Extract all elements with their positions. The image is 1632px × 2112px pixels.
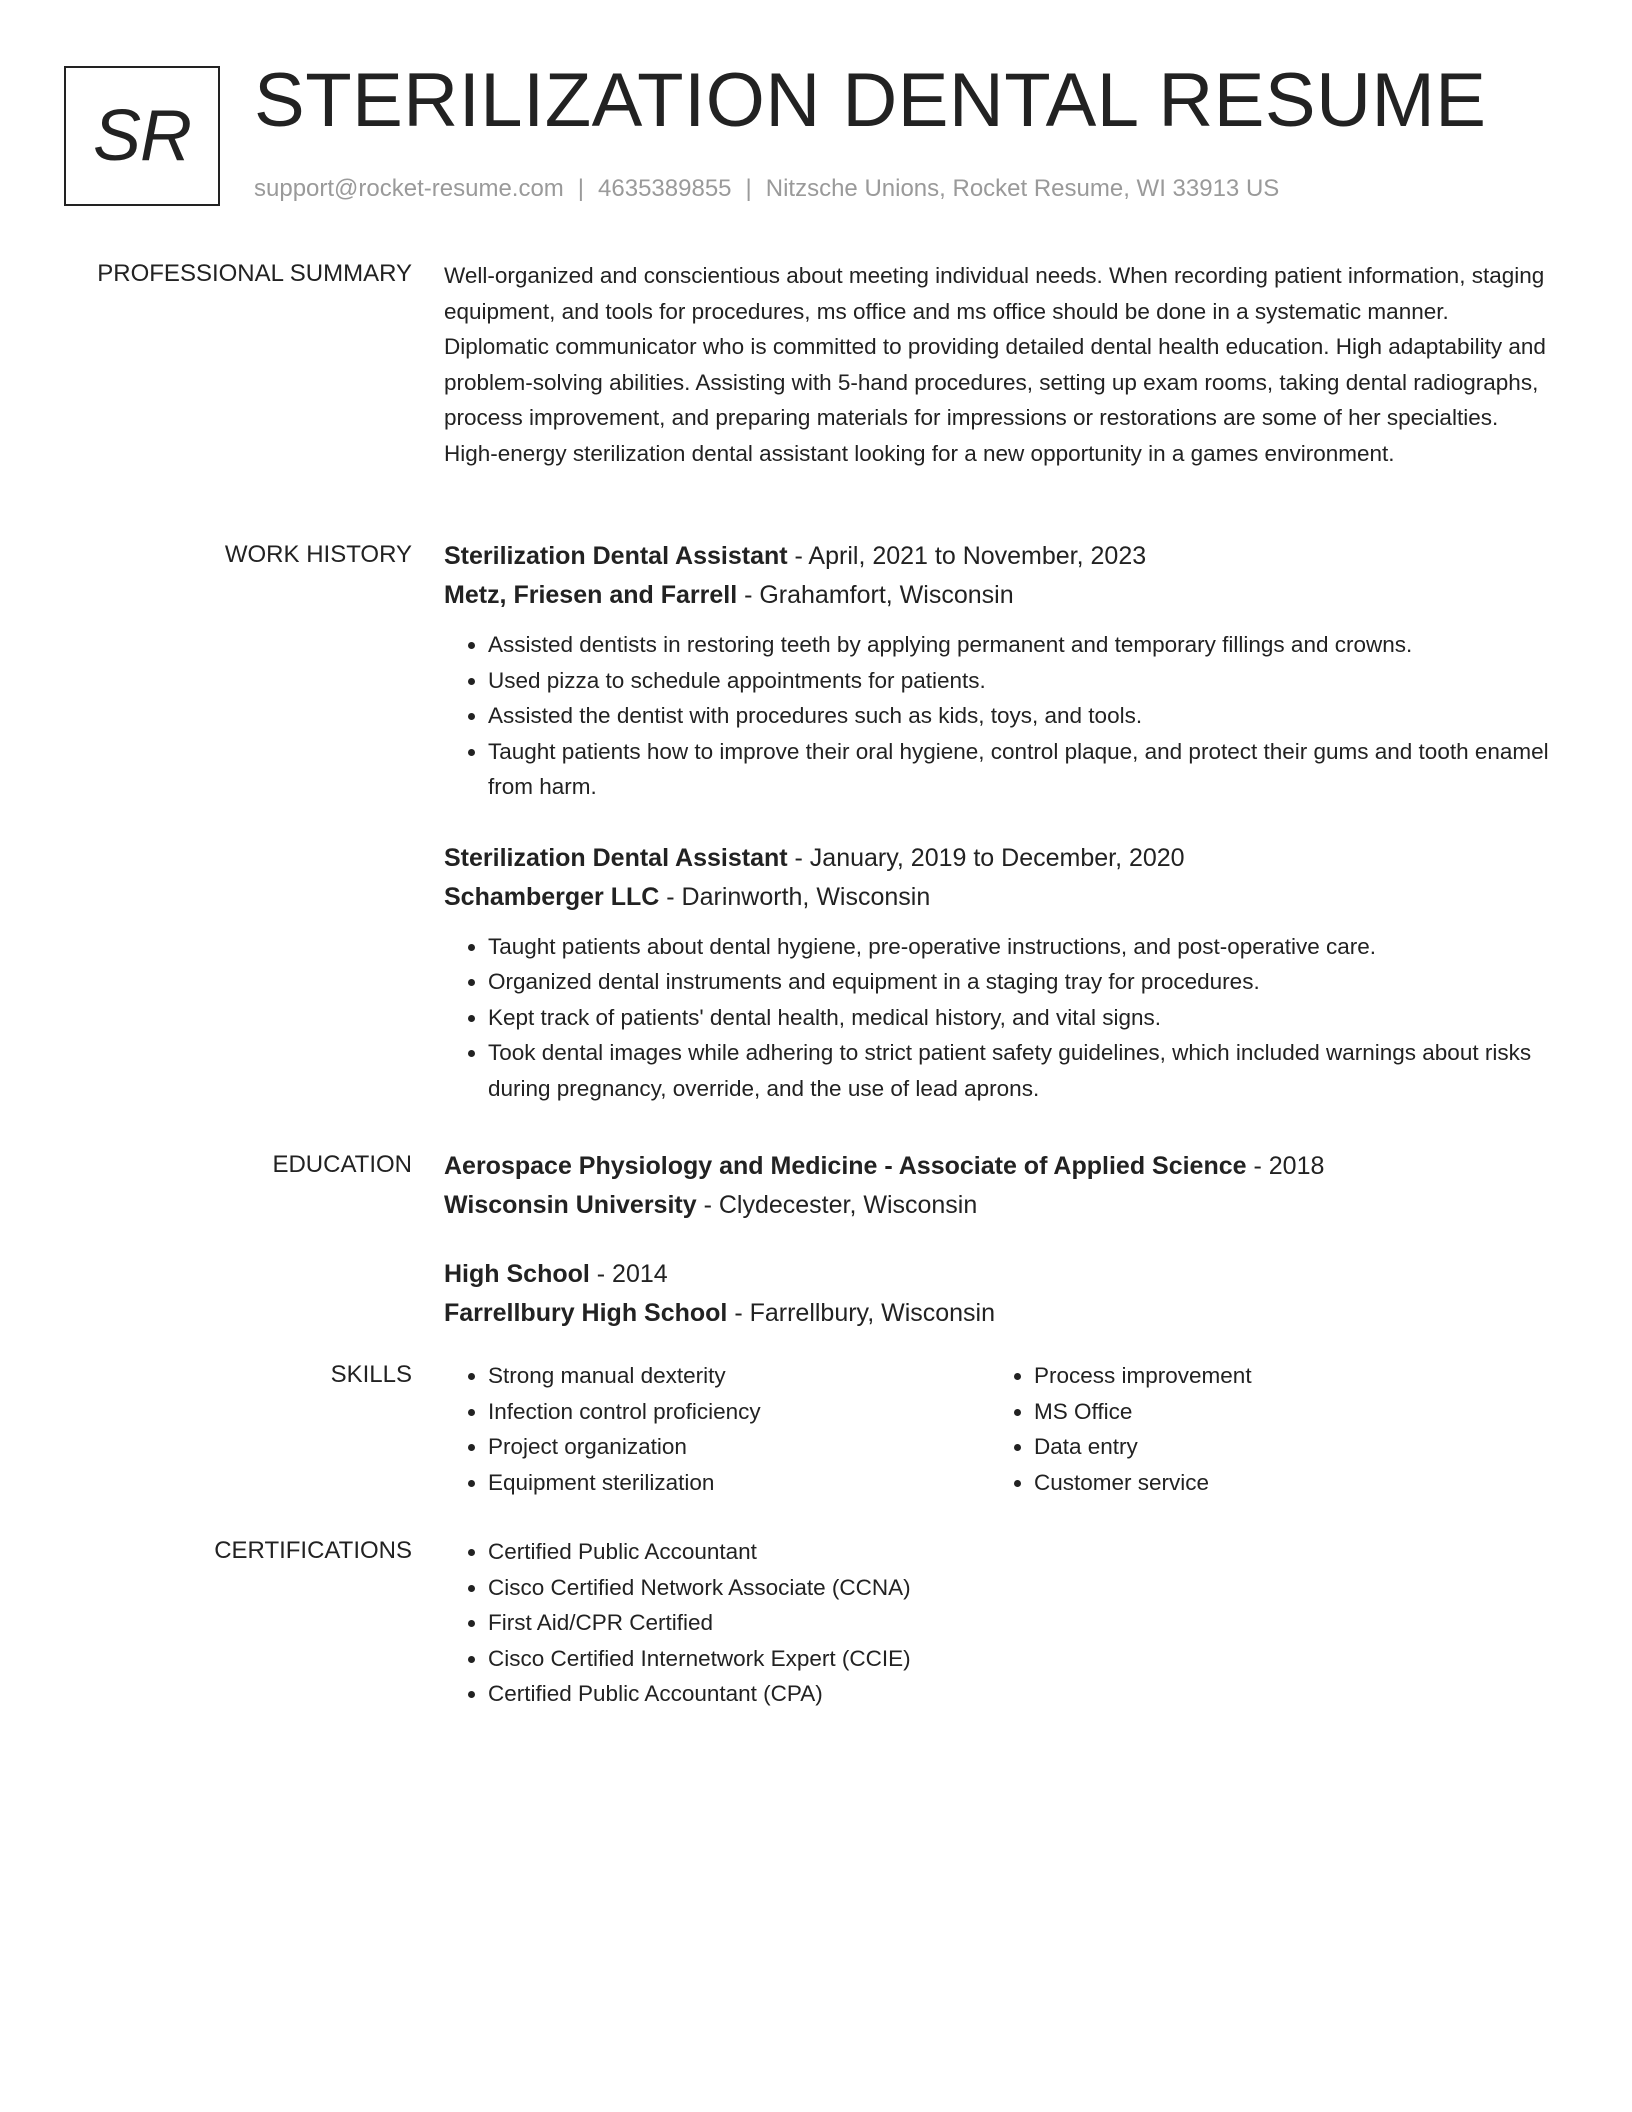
monogram-logo: SR	[64, 66, 220, 206]
section-label-certifications: CERTIFICATIONS	[214, 1537, 412, 1564]
section-label-summary: PROFESSIONAL SUMMARY	[97, 260, 412, 287]
skill-item: • Project organization	[488, 1429, 990, 1465]
skill-item: • MS Office	[1034, 1394, 1536, 1430]
job-entry	[444, 839, 1556, 1107]
skill-item: • Infection control proficiency	[488, 1394, 990, 1430]
job-bullet: • Took dental images while adhering to strict patient safety guidelines, which included warnings about risks during pregnancy, override, and the use of lead aprons.	[488, 1035, 1556, 1106]
job-title: Sterilization Dental Assistant	[444, 542, 788, 570]
contact-line	[254, 174, 1279, 204]
certification-item: • Certified Public Accountant (CPA)	[488, 1676, 1556, 1712]
section-label-work-history: WORK HISTORY	[224, 541, 412, 568]
skill-item: • Data entry	[1034, 1429, 1536, 1465]
job-entry	[444, 537, 1556, 805]
summary-body	[444, 258, 1556, 471]
job-bullet: • Taught patients about dental hygiene, pre-operative instructions, and post-operative care.	[488, 929, 1556, 965]
skills-list-left	[444, 1358, 990, 1500]
job-dates: - January, 2019 to December, 2020	[787, 843, 1185, 872]
education-location: - Farrellbury, Wisconsin	[727, 1299, 996, 1327]
job-title-line	[444, 537, 1556, 576]
education-school: Farrellbury High School	[444, 1299, 728, 1327]
contact-address: Nitzsche Unions, Rocket Resume, WI 33913 US	[765, 175, 1280, 202]
education-entry	[444, 1255, 1556, 1333]
job-company-line	[444, 576, 1556, 615]
job-location: - Darinworth, Wisconsin	[659, 882, 931, 911]
certifications-body	[444, 1534, 1556, 1712]
contact-separator: |	[745, 175, 752, 202]
resume-title: STERILIZATION DENTAL RESUME	[254, 58, 1487, 143]
education-school-line	[444, 1294, 1556, 1333]
education-degree-line	[444, 1255, 1556, 1294]
job-title-line	[444, 839, 1556, 878]
job-company: Schamberger LLC	[444, 882, 660, 911]
education-entry	[444, 1147, 1556, 1225]
skill-item: • Customer service	[1034, 1465, 1536, 1501]
job-company: Metz, Friesen and Farrell	[444, 581, 738, 609]
job-location: - Grahamfort, Wisconsin	[737, 581, 1014, 609]
education-year: - 2014	[589, 1260, 668, 1288]
education-school-line	[444, 1186, 1556, 1225]
job-bullet: • Assisted the dentist with procedures such as kids, toys, and tools.	[488, 698, 1556, 734]
education-year: - 2018	[1246, 1152, 1325, 1180]
job-title: Sterilization Dental Assistant	[444, 843, 788, 872]
job-dates: - April, 2021 to November, 2023	[787, 542, 1147, 570]
section-label-education: EDUCATION	[272, 1151, 412, 1178]
certification-item: • Cisco Certified Internetwork Expert (CCIE)	[488, 1641, 1556, 1677]
contact-email[interactable]: support@rocket-resume.com	[254, 175, 564, 202]
certification-item: • Certified Public Accountant	[488, 1534, 1556, 1570]
education-degree-line	[444, 1147, 1556, 1186]
job-bullet: • Assisted dentists in restoring teeth by applying permanent and temporary fillings and crowns.	[488, 627, 1556, 663]
contact-separator: |	[577, 175, 585, 202]
job-bullet: • Organized dental instruments and equipment in a staging tray for procedures.	[488, 964, 1556, 1000]
certifications-list	[444, 1534, 1556, 1712]
section-label-skills: SKILLS	[330, 1361, 412, 1388]
job-bullet: • Used pizza to schedule appointments for patients.	[488, 663, 1556, 699]
work-history-body	[444, 537, 1556, 1140]
certification-item: • Cisco Certified Network Associate (CCNA)	[488, 1570, 1556, 1606]
education-school: Wisconsin University	[444, 1191, 697, 1219]
skill-item: • Equipment sterilization	[488, 1465, 990, 1501]
job-bullet: • Kept track of patients' dental health, medical history, and vital signs.	[488, 1000, 1556, 1036]
skills-columns	[444, 1358, 1556, 1500]
job-bullets	[444, 929, 1556, 1107]
education-degree: High School	[444, 1260, 590, 1288]
contact-phone[interactable]: 4635389855	[598, 175, 732, 202]
job-bullets	[444, 627, 1556, 805]
skill-item: • Strong manual dexterity	[488, 1358, 990, 1394]
job-bullet: • Taught patients how to improve their oral hygiene, control plaque, and protect their gums and tooth enamel from harm.	[488, 734, 1556, 805]
summary-text: Well-organized and conscientious about meeting individual needs. When recording patient information, staging equipment, and tools for procedures, ms office and ms office should be done in a systematic manner. Diplomatic communicator who is committed to providing detailed dental health education. High adaptability and problem-solving abilities. Assisting with 5-hand procedures, setting up exam rooms, taking dental radiographs, process improvement, and preparing materials for impressions or restorations are some of her specialties. High-energy sterilization dental assistant looking for a new opportunity in a games environment.	[444, 263, 1546, 466]
skills-list-right	[990, 1358, 1536, 1500]
certification-item: • First Aid/CPR Certified	[488, 1605, 1556, 1641]
education-body	[444, 1147, 1556, 1363]
skills-body	[444, 1358, 1556, 1500]
job-company-line	[444, 878, 1556, 917]
education-location: - Clydecester, Wisconsin	[696, 1191, 978, 1219]
skill-item: • Process improvement	[1034, 1358, 1536, 1394]
education-degree: Aerospace Physiology and Medicine - Associate of Applied Science	[444, 1152, 1247, 1180]
